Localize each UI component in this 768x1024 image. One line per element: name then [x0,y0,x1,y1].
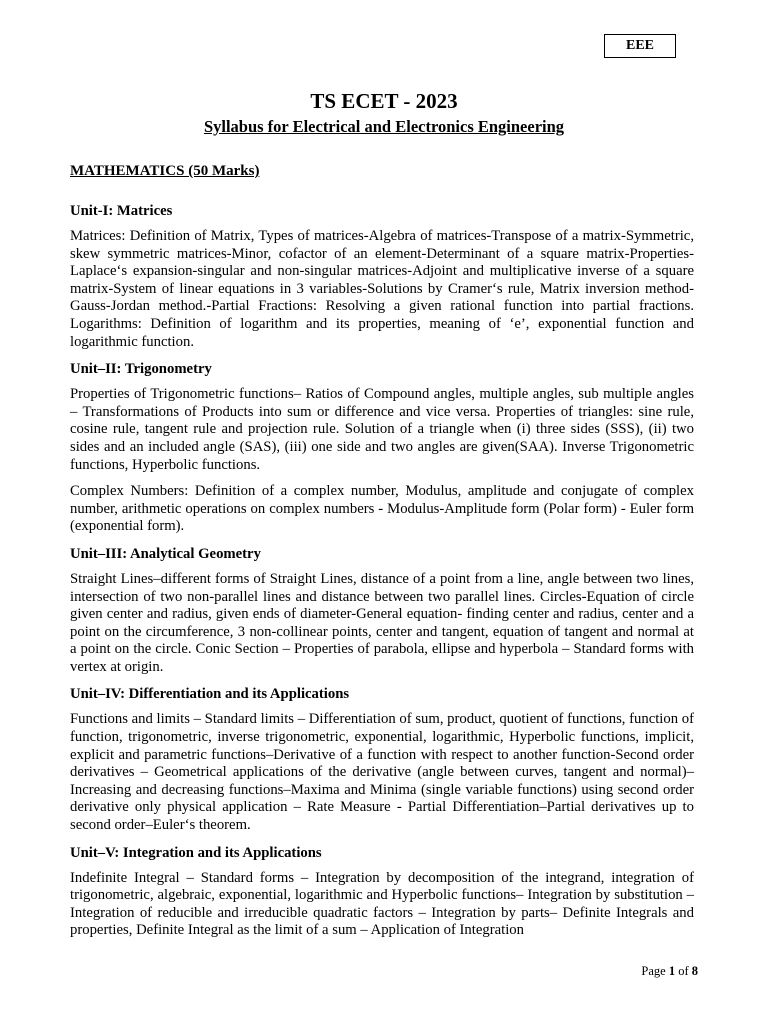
of-label: of [678,964,689,978]
unit-paragraph: Complex Numbers: Definition of a complex number, Modulus, amplitude and conjugate of complex number, arithmetic operations on complex numbers - Modulus-Amplitude form (Polar form) - Euler form (exponential form). [70,483,694,535]
page-label: Page [641,964,666,978]
page-footer [641,963,698,979]
unit-paragraph: Functions and limits – Standard limits – Differentiation of sum, product, quotient of functions, function of function, trigonometric, inverse trigonometric, exponential, logarithmic, Hyperbolic functions, implicit, explicit and parametric functions–Derivative of a function with respect to another function-Second order derivatives – Geometrical applications of the derivative (angle between curves, tangent and normal)–Increasing and decreasing functions–Maxima and Minima (single variable functions) using second order derivative only physical application – Rate Measure - Partial Differentiation–Partial derivatives up to second order–Euler‘s theorem. [70,711,694,834]
page-title: TS ECET - 2023 [310,89,458,113]
unit-heading: Unit–III: Analytical Geometry [70,545,261,562]
unit-heading: Unit–V: Integration and its Applications [70,844,322,861]
unit-5 [70,844,694,940]
unit-4 [70,685,694,834]
unit-2 [70,360,694,536]
section-heading: MATHEMATICS (50 Marks) [70,163,260,179]
total-pages: 8 [691,964,698,978]
syllabus-content [70,160,694,949]
unit-paragraph: Matrices: Definition of Matrix, Types of matrices-Algebra of matrices-Transpose of a matrix-Symmetric, skew symmetric matrices-Minor, cofactor of an element-Determinant of a square matrix-Properties-Laplace‘s expansion-singular and non-singular matrices-Adjoint and multiplicative inverse of a square matrix-System of linear equations in 3 variables-Solutions by Cramer‘s rule, Matrix inversion method-Gauss-Jordan method.-Partial Fractions: Resolving a given rational function into partial fractions. Logarithms: Definition of logarithm and its properties, meaning of ‘e’, exponential function and logarithmic function. [70,228,694,350]
unit-paragraph: Properties of Trigonometric functions– Ratios of Compound angles, multiple angles, sub multiple angles – Transformations of Products into sum or difference and vice versa. Properties of triangles: sine rule, cosine rule, tangent rule and projection rule. Solution of a triangle when (i) three sides (SSS), (ii) two sides and an included angle (SAS), (iii) one side and two angles are given(SAA). Inverse Trigonometric functions, Hyperbolic functions. [70,386,694,473]
unit-paragraph: Straight Lines–different forms of Straight Lines, distance of a point from a line, angle between two lines, intersection of two non-parallel lines and distance between two parallel lines. Circles-Equation of circle given center and radius, given ends of diameter-General equation- finding center and radius, center and a point on the circumference, 3 non-collinear points, center and tangent, equation of tangent and normal at a point on the circle. Conic Section – Properties of parabola, ellipse and hyperbola – Standard forms with vertex at origin. [70,570,694,675]
unit-3 [70,545,694,677]
unit-1 [70,202,694,351]
subject-badge: EEE [604,34,676,58]
unit-paragraph: Indefinite Integral – Standard forms – Integration by decomposition of the integrand, integration of trigonometric, algebraic, exponential, logarithmic and Hyperbolic functions– Integration by substitution –Integration of reducible and irreducible quadratic factors – Integration by parts– Definite Integrals and properties, Definite Integral as the limit of a sum – Application of Integration [70,869,694,939]
page-number: 1 [668,964,676,978]
unit-heading: Unit–IV: Differentiation and its Applications [70,686,350,703]
unit-heading: Unit-I: Matrices [70,203,173,219]
unit-heading: Unit–II: Trigonometry [70,361,212,378]
page-subtitle: Syllabus for Electrical and Electronics Engineering [203,117,565,136]
